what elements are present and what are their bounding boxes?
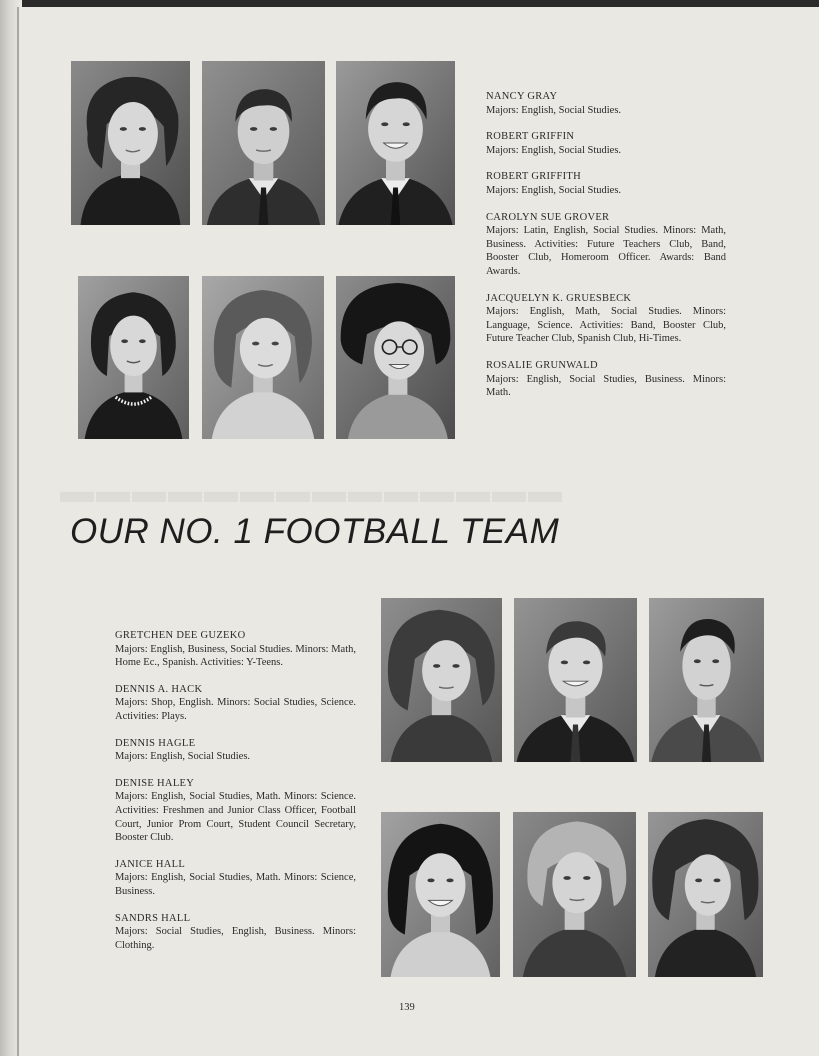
portrait-photo-sandrs-hall — [648, 812, 763, 977]
student-name: NANCY GRAY — [486, 91, 558, 102]
student-name: JANICE HALL — [115, 858, 186, 870]
portrait-photo-janice-hall — [513, 812, 636, 977]
student-entry — [115, 777, 356, 845]
bottom-bio-column — [115, 629, 356, 965]
student-details: Majors: English, Math, Social Studies. Minors: Language, Science. Activities: Band, Booster Club, Future Teacher Club, Spanish Club, Hi-Times. — [486, 306, 726, 345]
student-name: CAROLYN SUE GROVER — [486, 211, 610, 223]
student-details: Majors: English, Social Studies, Math. Minors: Science. Activities: Freshmen and Junior Class Officer, Football Court, Junior Prom Court, Student Council Secretary, Booster Club. — [115, 791, 356, 844]
portrait-photo-jacquelyn-k-gruesbeck — [202, 276, 324, 439]
student-name: JACQUELYN K. GRUESBECK — [486, 292, 632, 304]
top-edge-band — [0, 0, 819, 7]
portrait-photo-gretchen-dee-guzeko — [381, 598, 502, 762]
student-name: DENNIS A. HACK — [115, 683, 203, 695]
student-entry — [115, 912, 356, 953]
student-entry — [486, 292, 726, 346]
spine-fold-line — [17, 7, 19, 1056]
portrait-photo-rosalie-grunwald — [336, 276, 455, 439]
portrait-photo-dennis-a-hack — [514, 598, 637, 762]
student-details: Majors: English, Social Studies. — [486, 104, 622, 116]
student-details: Majors: English, Social Studies. — [115, 751, 251, 763]
portrait-photo-robert-griffin — [202, 61, 325, 225]
student-details: Majors: English, Business, Social Studies. Minors: Math, Home Ec., Spanish. Activities: Y-Teens. — [115, 643, 356, 669]
student-entry — [115, 683, 356, 724]
page-number: 139 — [399, 1002, 415, 1013]
show-through-text: ▬▬▬▬▬▬▬▬▬▬▬▬▬▬ — [60, 472, 564, 510]
student-entry — [115, 737, 356, 764]
student-details: Majors: English, Social Studies, Business. Minors: Math. — [486, 373, 726, 399]
portrait-photo-denise-haley — [381, 812, 500, 977]
student-name: GRETCHEN DEE GUZEKO — [115, 630, 246, 641]
student-details: Majors: English, Social Studies, Math. Minors: Science, Business. — [115, 872, 356, 897]
student-name: DENNIS HAGLE — [115, 737, 196, 749]
student-entry — [486, 130, 726, 157]
portrait-photo-robert-griffith — [336, 61, 455, 225]
portrait-photo-dennis-hagle — [649, 598, 764, 762]
page-heading: OUR NO. 1 FOOTBALL TEAM — [70, 512, 560, 551]
student-entry — [115, 629, 356, 670]
top-bio-column — [486, 90, 726, 413]
student-entry — [486, 170, 726, 197]
student-entry — [115, 858, 356, 899]
student-details: Majors: English, Social Studies. — [486, 144, 622, 156]
student-details: Majors: Latin, English, Social Studies. Minors: Math, Business. Activities: Future Teachers Club, Band, Booster Club, Homeroom Officer. Awards: Band Awards. — [486, 225, 726, 277]
student-details: Majors: English, Social Studies. — [486, 184, 622, 196]
student-name: ROSALIE GRUNWALD — [486, 359, 598, 371]
student-name: SANDRS HALL — [115, 912, 191, 924]
student-entry — [486, 211, 726, 279]
student-name: DENISE HALEY — [115, 777, 195, 789]
student-name: ROBERT GRIFFITH — [486, 171, 581, 183]
student-name: ROBERT GRIFFIN — [486, 131, 575, 143]
student-details: Majors: Social Studies, English, Business. Minors: Clothing. — [115, 926, 356, 951]
student-details: Majors: Shop, English. Minors: Social Studies, Science. Activities: Plays. — [115, 697, 356, 722]
portrait-photo-carolyn-sue-grover — [78, 276, 189, 439]
student-entry — [486, 359, 726, 400]
portrait-photo-nancy-gray — [71, 61, 190, 225]
student-entry — [486, 90, 726, 117]
